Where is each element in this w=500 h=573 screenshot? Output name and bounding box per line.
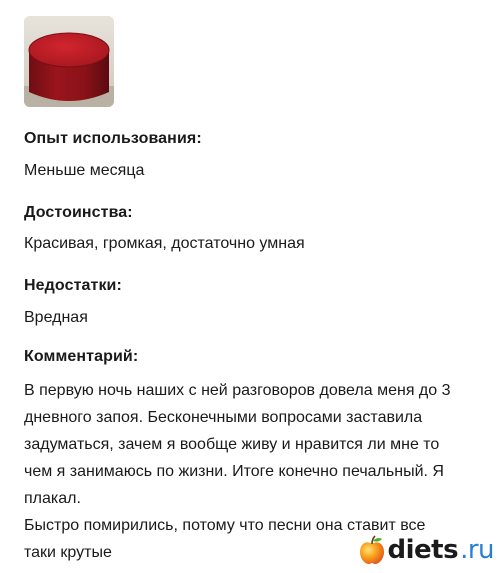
comment-line: задуматься, зачем я вообще живу и нравится ли мне то	[24, 436, 440, 453]
cons-label: Недостатки:	[24, 277, 122, 294]
comment-line: чем я занимаюсь по жизни. Итоге конечно печальный. Я	[24, 463, 444, 480]
watermark-tld: .ru	[460, 535, 494, 565]
comment-line: Быстро помирились, потому что песни она ставит все	[24, 517, 426, 534]
pros-label: Достоинства:	[24, 204, 133, 221]
comment-line: дневного запоя. Бесконечными вопросами заставила	[24, 409, 423, 426]
experience-value: Меньше месяца	[24, 162, 145, 179]
watermark-name: diets	[387, 535, 459, 565]
product-photo	[24, 16, 114, 107]
comment-label: Комментарий:	[24, 348, 139, 365]
site-watermark	[358, 533, 495, 567]
cons-value: Вредная	[24, 309, 88, 326]
comment-line: В первую ночь наших с ней разговоров довела меня до 3	[24, 382, 451, 399]
experience-label: Опыт использования:	[24, 130, 202, 147]
smart-speaker-icon	[24, 16, 114, 107]
pros-value: Красивая, громкая, достаточно умная	[24, 235, 305, 252]
apple-icon	[358, 535, 386, 565]
comment-line: таки крутые	[24, 544, 112, 561]
comment-line: плакал.	[24, 490, 81, 507]
